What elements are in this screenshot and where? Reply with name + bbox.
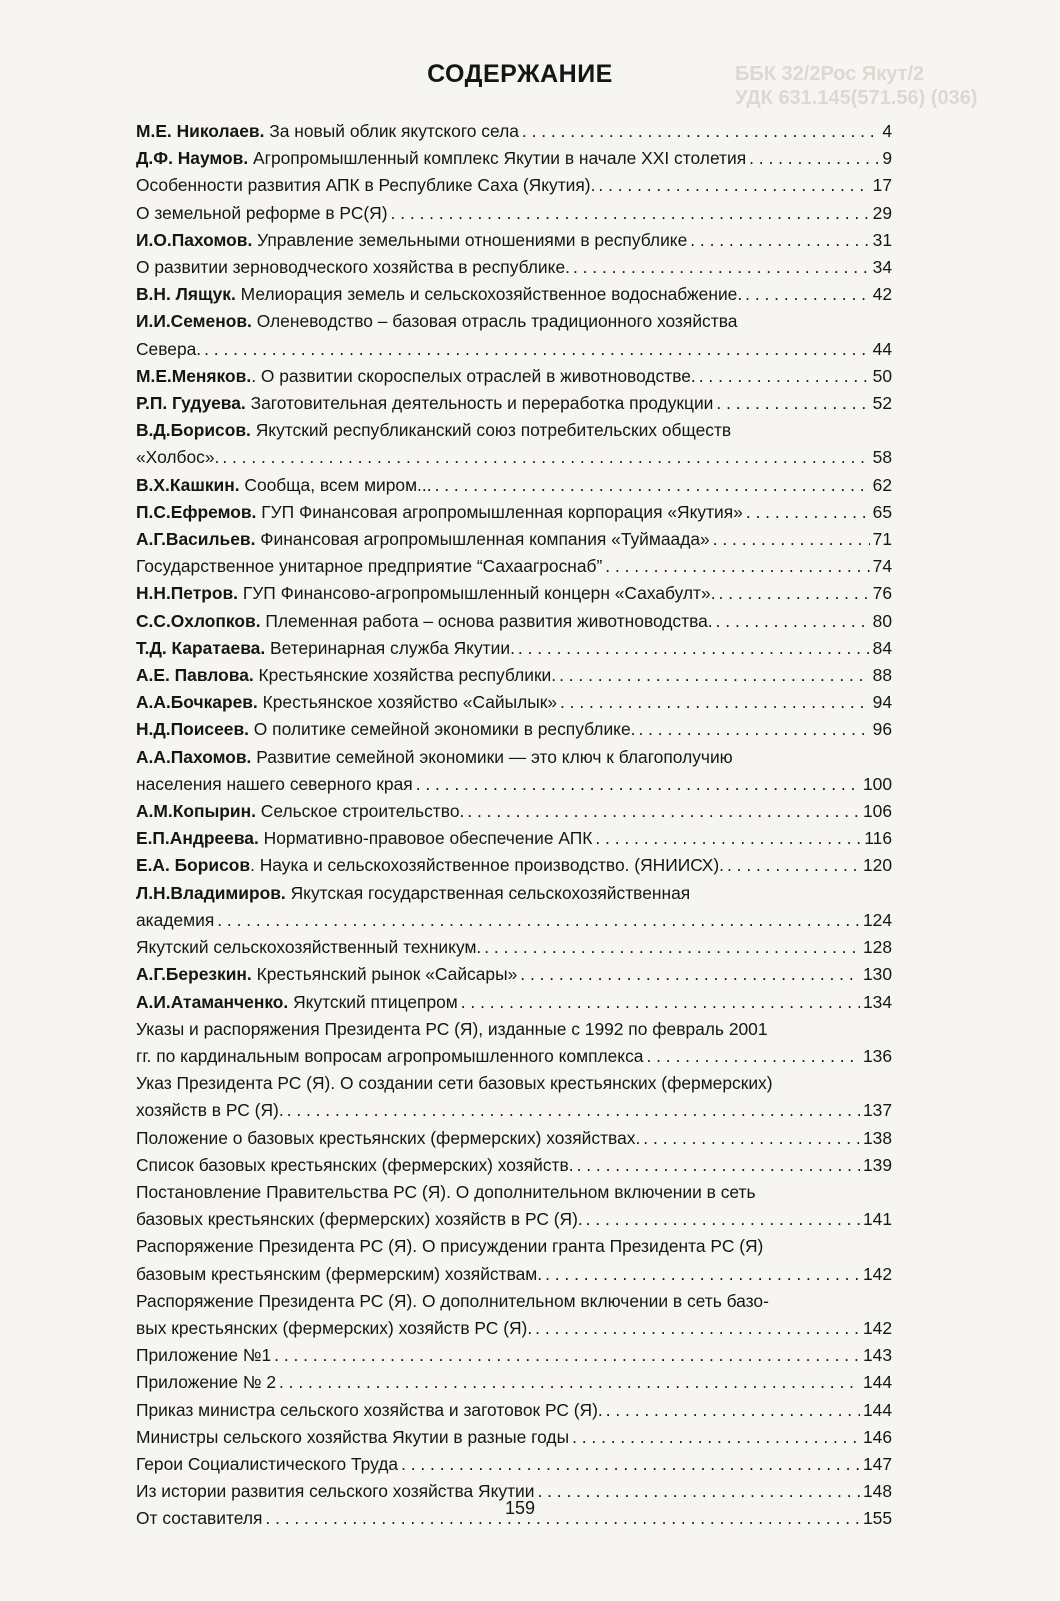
leader-dots <box>522 118 879 145</box>
toc-entry-title: Сельское строительство. <box>255 801 465 822</box>
toc-entry <box>136 934 892 961</box>
toc-entry-page: 94 <box>872 692 892 713</box>
toc-entry-page: 9 <box>882 148 892 169</box>
toc-entry-title: . Наука и сельскохозяйственное производство. (ЯНИИСХ). <box>250 855 725 876</box>
leader-dots <box>559 662 870 689</box>
toc-entry-page: 148 <box>862 1481 892 1502</box>
toc-entry-page: 4 <box>882 121 892 141</box>
toc-entry-title: О политике семейной экономики в республике. <box>248 719 636 740</box>
toc-entry-page: 139 <box>862 1154 892 1175</box>
toc-entry-page: 147 <box>862 1453 892 1474</box>
leader-dots <box>713 526 870 553</box>
toc-entry-author: С.С.Охлопков. <box>136 610 261 631</box>
leader-dots <box>595 825 861 852</box>
toc-entry-title: Крестьянский рынок «Сайсары» <box>251 964 518 985</box>
toc-entry <box>136 580 892 607</box>
toc-entry <box>136 363 892 390</box>
toc-entry-title: Министры сельского хозяйства Якутии в разные годы <box>136 1426 570 1447</box>
leader-dots <box>745 281 869 308</box>
toc-entry <box>136 1152 892 1179</box>
toc-entry <box>136 798 892 825</box>
toc-entry-page: 141 <box>862 1209 892 1230</box>
leader-dots <box>638 716 869 743</box>
toc-entry-title: Управление земельными отношениями в республике <box>252 229 688 250</box>
toc-entry-page: 143 <box>862 1345 892 1366</box>
toc-entry-author: А.А.Пахомов. <box>136 746 252 767</box>
toc-entry-title: Заготовительная деятельность и переработка продукции <box>245 393 714 414</box>
toc-entry <box>136 961 892 988</box>
toc-entry-page: 136 <box>862 1045 892 1066</box>
leader-dots <box>586 1206 860 1233</box>
toc-entry-title: Ветеринарная служба Якутии. <box>265 637 515 658</box>
toc-entry-page: 130 <box>862 964 892 985</box>
toc-entry-title: Крестьянские хозяйства республики. <box>253 665 557 686</box>
leader-dots <box>719 580 870 607</box>
toc-entry <box>136 1342 892 1369</box>
toc-entry <box>136 472 892 499</box>
toc-entry-title: Якутская государственная сельскохозяйственная <box>285 882 691 903</box>
toc-entry <box>136 1070 892 1124</box>
toc-entry-continuation: базовых крестьянских (фермерских) хозяйств в РС (Я). <box>136 1209 583 1230</box>
toc-entry-title: Постановление Правительства РС (Я). О дополнительном включении в сеть <box>136 1181 756 1202</box>
toc-entry-continuation: академия <box>136 909 215 930</box>
toc-entry-page: 128 <box>862 937 892 958</box>
toc-entry-page: 106 <box>862 801 892 822</box>
toc-entry-page: 29 <box>872 202 892 223</box>
toc-entry-author: Н.Н.Петров. <box>136 583 239 604</box>
toc-entry <box>136 499 892 526</box>
leader-dots <box>598 172 869 199</box>
toc-entry-page: 100 <box>862 773 892 794</box>
toc-entry <box>136 526 892 553</box>
toc-entry-continuation: «Холбос». <box>136 447 220 468</box>
toc-entry-title: Приказ министра сельского хозяйства и заготовок РС (Я). <box>136 1399 603 1420</box>
toc-entry-title: Особенности развития АПК в Республике Саха (Якутия). <box>136 175 596 196</box>
toc-entry <box>136 1397 892 1424</box>
toc-entry-title: Герои Социалистического Труда <box>136 1453 399 1474</box>
leader-dots <box>716 390 869 417</box>
toc-entry-author: Т.Д. Каратаева. <box>136 637 266 658</box>
toc-entry-page: 88 <box>872 665 892 686</box>
toc-entry <box>136 689 892 716</box>
toc-entry-author: Н.Д.Поисеев. <box>136 719 249 740</box>
toc-entry <box>136 1424 892 1451</box>
toc-entry-page: 76 <box>872 583 892 604</box>
toc-entry <box>136 553 892 580</box>
toc-entry-page: 52 <box>872 393 892 414</box>
toc-entry <box>136 254 892 281</box>
toc-entry-title: Сообща, всем миром... <box>239 474 432 495</box>
toc-entry-title: За новый облик якутского села <box>264 121 519 141</box>
toc-entry-page: 80 <box>872 610 892 631</box>
toc-entry <box>136 281 892 308</box>
leader-dots <box>643 1125 860 1152</box>
toc-entry-page: 31 <box>872 229 892 250</box>
toc-entry-author: А.Е. Павлова. <box>136 665 254 686</box>
toc-entry <box>136 662 892 689</box>
toc-entry-title: О земельной реформе в РС(Я) <box>136 202 388 223</box>
toc-entry-title: Мелиорация земель и сельскохозяйственное водоснабжение. <box>235 284 743 305</box>
toc-entry-page: 96 <box>872 719 892 740</box>
toc-entry-author: М.Е.Меняков. <box>136 365 252 386</box>
toc-entry <box>136 1369 892 1396</box>
leader-dots <box>391 200 870 227</box>
page-title: СОДЕРЖАНИЕ <box>427 60 613 88</box>
toc-entry <box>136 1125 892 1152</box>
toc-entry-title: Агропромышленный комплекс Якутии в начале XXI столетия <box>248 148 747 169</box>
page-number: 159 <box>504 1498 536 1518</box>
toc-entry <box>136 1451 892 1478</box>
toc-entry-title: Список базовых крестьянских (фермерских) хозяйств. <box>136 1154 574 1175</box>
toc-entry-page: 120 <box>862 855 892 876</box>
toc-entry-page: 142 <box>862 1317 892 1338</box>
toc-entry-title: Государственное унитарное предприятие “Сахаагроснаб” <box>136 556 603 577</box>
leader-dots <box>716 608 870 635</box>
leader-dots <box>560 689 870 716</box>
leader-dots <box>577 1152 860 1179</box>
leader-dots <box>605 553 869 580</box>
toc-entry-title: Нормативно-правовое обеспечение АПК <box>258 828 593 849</box>
table-of-contents <box>136 118 892 1533</box>
toc-entry-title: Распоряжение Президента РС (Я). О присуждении гранта Президента РС (Я) <box>136 1236 764 1257</box>
leader-dots <box>401 1451 860 1478</box>
toc-entry-page: 116 <box>864 828 892 849</box>
leader-dots <box>699 363 870 390</box>
toc-entry-page: 50 <box>872 365 892 386</box>
toc-entry-author: М.Е. Николаев. <box>136 121 265 141</box>
leader-dots <box>520 961 860 988</box>
toc-entry-page: 44 <box>872 338 892 359</box>
toc-entry-title: Племенная работа – основа развития животноводства. <box>260 610 713 631</box>
toc-entry-continuation: хозяйств в РС (Я). <box>136 1100 284 1121</box>
toc-entry <box>136 390 892 417</box>
toc-entry-title: Якутский сельскохозяйственный техникум. <box>136 937 482 958</box>
toc-entry-page: 155 <box>862 1508 892 1529</box>
toc-entry-page: 17 <box>872 175 892 196</box>
toc-entry-title: Положение о базовых крестьянских (фермерских) хозяйствах. <box>136 1127 641 1148</box>
toc-entry-title: Якутский республиканский союз потребительских обществ <box>250 420 732 441</box>
toc-entry-page: 62 <box>872 474 892 495</box>
leader-dots <box>690 227 869 254</box>
toc-entry-author: А.А.Бочкарев. <box>136 692 258 713</box>
toc-entry-title: ГУП Финансовая агропромышленная корпорация «Якутия» <box>256 501 743 522</box>
toc-entry-author: В.Н. Лящук. <box>136 284 236 305</box>
toc-entry-page: 146 <box>862 1426 892 1447</box>
toc-entry-author: А.Г.Березкин. <box>136 964 252 985</box>
toc-entry-page: 74 <box>872 556 892 577</box>
toc-entry <box>136 417 892 471</box>
toc-entry-title: О развитии зерноводческого хозяйства в республике. <box>136 257 570 278</box>
leader-dots <box>573 254 870 281</box>
leader-dots <box>416 771 860 798</box>
leader-dots <box>435 472 870 499</box>
toc-entry-title: ГУП Финансово-агропромышленный концерн «Сахабулт». <box>238 583 716 604</box>
toc-entry-author: А.И.Атаманченко. <box>136 991 289 1012</box>
leader-dots <box>572 1424 860 1451</box>
leader-dots <box>535 1315 860 1342</box>
toc-entry-author: И.И.Семенов. <box>136 311 252 332</box>
toc-entry <box>136 880 892 934</box>
toc-entry <box>136 989 892 1016</box>
toc-entry-author: В.Д.Борисов. <box>136 420 251 441</box>
toc-entry <box>136 852 892 879</box>
toc-entry <box>136 118 892 145</box>
toc-entry-title: Крестьянское хозяйство «Сайылык» <box>257 692 558 713</box>
toc-entry-page: 142 <box>862 1263 892 1284</box>
toc-entry-title: Распоряжение Президента РС (Я). О дополнительном включении в сеть базо- <box>136 1290 769 1311</box>
toc-entry-page: 65 <box>872 501 892 522</box>
toc-entry-author: А.М.Копырин. <box>136 801 256 822</box>
leader-dots <box>484 934 860 961</box>
toc-entry-title: Приложение № 2 <box>136 1372 276 1393</box>
leader-dots <box>518 635 870 662</box>
toc-entry-page: 58 <box>872 447 892 468</box>
toc-entry-title: От составителя <box>136 1508 263 1529</box>
leader-dots <box>606 1397 860 1424</box>
toc-entry-continuation: вых крестьянских (фермерских) хозяйств РС (Я). <box>136 1317 533 1338</box>
toc-entry-author: А.Г.Васильев. <box>136 529 256 550</box>
toc-entry-title: Оленеводство – базовая отрасль традиционного хозяйства <box>251 311 738 332</box>
toc-entry-page: 84 <box>872 637 892 658</box>
toc-entry-title: Приложение №1 <box>136 1345 272 1366</box>
leader-dots <box>461 989 860 1016</box>
bleed-through-text: ББК 32/2Рос Якут/2 УДК 631.145(571.56) (036) <box>735 63 978 109</box>
toc-entry-page: 144 <box>862 1399 892 1420</box>
toc-entry <box>136 608 892 635</box>
toc-entry-page: 144 <box>862 1372 892 1393</box>
leader-dots <box>727 852 860 879</box>
toc-entry-continuation: населения нашего северного края <box>136 773 413 794</box>
toc-entry-author: Л.Н.Владимиров. <box>136 882 286 903</box>
toc-entry <box>136 227 892 254</box>
leader-dots <box>274 1342 860 1369</box>
toc-entry <box>136 716 892 743</box>
leader-dots <box>204 336 870 363</box>
leader-dots <box>222 444 869 471</box>
toc-entry-author: В.Х.Кашкин. <box>136 474 240 495</box>
toc-entry <box>136 1179 892 1233</box>
toc-entry-author: И.О.Пахомов. <box>136 229 253 250</box>
leader-dots <box>287 1097 860 1124</box>
toc-entry <box>136 200 892 227</box>
toc-entry-author: Д.Ф. Наумов. <box>136 148 249 169</box>
leader-dots <box>749 145 879 172</box>
toc-entry-title: Якутский птицепром <box>288 991 458 1012</box>
toc-entry <box>136 635 892 662</box>
toc-entry-page: 137 <box>862 1100 892 1121</box>
toc-entry-continuation: Севера. <box>136 338 202 359</box>
toc-entry <box>136 1233 892 1287</box>
toc-entry-continuation: гг. по кардинальным вопросам агропромышленного комплекса <box>136 1045 644 1066</box>
toc-entry-page: 71 <box>872 529 892 550</box>
toc-entry-author: П.С.Ефремов. <box>136 501 257 522</box>
toc-entry <box>136 1288 892 1342</box>
toc-entry <box>136 145 892 172</box>
toc-entry <box>136 172 892 199</box>
toc-entry-page: 138 <box>862 1127 892 1148</box>
toc-entry-page: 34 <box>872 257 892 278</box>
toc-entry-author: Е.П.Андреева. <box>136 828 259 849</box>
toc-entry-title: Указ Президента РС (Я). О создании сети базовых крестьянских (фермерских) <box>136 1073 773 1094</box>
leader-dots <box>746 499 870 526</box>
toc-entry <box>136 1016 892 1070</box>
toc-entry-page: 134 <box>862 991 892 1012</box>
toc-entry-page: 42 <box>872 284 892 305</box>
leader-dots <box>217 907 860 934</box>
toc-entry-author: Е.А. Борисов <box>136 855 251 876</box>
leader-dots <box>279 1369 860 1396</box>
leader-dots <box>646 1043 860 1070</box>
toc-entry <box>136 825 892 852</box>
toc-entry-author: Р.П. Гудуева. <box>136 393 246 414</box>
toc-entry-title: Развитие семейной экономики — это ключ к благополучию <box>251 746 733 767</box>
leader-dots <box>545 1261 860 1288</box>
toc-entry-title: Финансовая агропромышленная компания «Туймаада» <box>255 529 710 550</box>
toc-entry-title: Указы и распоряжения Президента РС (Я), изданные с 1992 по февраль 2001 <box>136 1018 768 1039</box>
toc-entry-continuation: базовым крестьянским (фермерским) хозяйствам. <box>136 1263 543 1284</box>
toc-entry <box>136 744 892 798</box>
toc-entry-title: . О развитии скороспелых отраслей в животноводстве. <box>251 365 696 386</box>
toc-entry-page: 124 <box>862 909 892 930</box>
leader-dots <box>467 798 860 825</box>
toc-entry-title: Из истории развития сельского хозяйства Якутии <box>136 1481 535 1502</box>
toc-entry <box>136 308 892 362</box>
